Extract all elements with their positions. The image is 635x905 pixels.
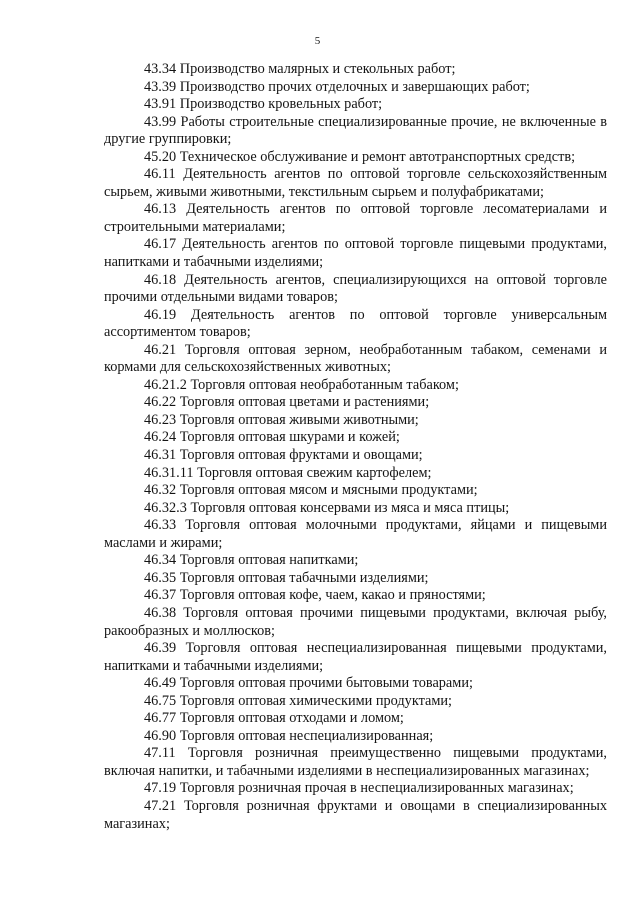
list-item: 46.34 Торговля оптовая напитками; — [144, 552, 359, 569]
list-item: 43.99 Работы строительные специализированные прочие, не включенные в другие группировки; — [104, 113, 607, 148]
list-item: 46.38 Торговля оптовая прочими пищевыми продуктами, включая рыбу, ракообразных и моллюсков; — [104, 604, 607, 639]
list-item: 46.18 Деятельность агентов, специализирующихся на оптовой торговле прочими отдельными видами товаров; — [104, 271, 607, 306]
list-item: 46.13 Деятельность агентов по оптовой торговле лесоматериалами и строительными материалами; — [104, 201, 607, 235]
list-item: 46.31.11 Торговля оптовая свежим картофелем; — [144, 464, 432, 481]
list-item: 43.39 Производство прочих отделочных и завершающих работ; — [144, 78, 530, 95]
page-number: 5 — [314, 35, 321, 47]
list-item: 45.20 Техническое обслуживание и ремонт автотранспортных средств; — [144, 148, 576, 165]
list-item: 46.33 Торговля оптовая молочными продуктами, яйцами и пищевыми маслами и жирами; — [104, 517, 607, 551]
list-item: 46.23 Торговля оптовая живыми животными; — [144, 411, 419, 428]
list-item: 43.91 Производство кровельных работ; — [144, 96, 383, 113]
activity-code-list — [104, 61, 607, 833]
list-item: 46.37 Торговля оптовая кофе, чаем, какао и пряностями; — [144, 587, 486, 604]
list-item: 46.19 Деятельность агентов по оптовой торговле универсальным ассортиментом товаров; — [104, 306, 607, 341]
list-item: 46.11 Деятельность агентов по оптовой торговле сельскохозяйственным сырьем, живыми животными, текстильным сырьем и полуфабрикатами; — [104, 166, 607, 200]
list-item: 46.49 Торговля оптовая прочими бытовыми товарами; — [144, 675, 473, 692]
list-item: 47.11 Торговля розничная преимущественно пищевыми продуктами, включая напитки, и табачными изделиями в неспециализированных магазинах; — [104, 745, 607, 779]
list-item: 46.17 Деятельность агентов по оптовой торговле пищевыми продуктами, напитками и табачными изделиями; — [104, 236, 607, 271]
list-item: 46.21 Торговля оптовая зерном, необработанным табаком, семенами и кормами для сельскохозяйственных животных; — [104, 341, 607, 376]
list-item: 43.34 Производство малярных и стекольных работ; — [144, 61, 456, 77]
list-item: 46.77 Торговля оптовая отходами и ломом; — [144, 710, 404, 727]
list-item: 46.39 Торговля оптовая неспециализированная пищевыми продуктами, напитками и табачными изделиями; — [104, 640, 607, 674]
list-item: 46.32.3 Торговля оптовая консервами из мяса и мяса птицы; — [144, 499, 510, 516]
list-item: 46.32 Торговля оптовая мясом и мясными продуктами; — [144, 482, 478, 499]
list-item: 46.21.2 Торговля оптовая необработанным табаком; — [144, 376, 459, 393]
list-item: 46.22 Торговля оптовая цветами и растениями; — [144, 394, 430, 411]
list-item: 46.90 Торговля оптовая неспециализированная; — [144, 727, 434, 744]
list-item: 47.21 Торговля розничная фруктами и овощами в специализированных магазинах; — [104, 797, 607, 832]
list-item: 46.24 Торговля оптовая шкурами и кожей; — [144, 429, 400, 446]
list-item: 46.31 Торговля оптовая фруктами и овощами; — [144, 447, 423, 464]
list-item: 46.75 Торговля оптовая химическими продуктами; — [144, 692, 453, 709]
list-item: 47.19 Торговля розничная прочая в неспециализированных магазинах; — [144, 780, 574, 797]
list-item: 46.35 Торговля оптовая табачными изделиями; — [144, 569, 429, 586]
